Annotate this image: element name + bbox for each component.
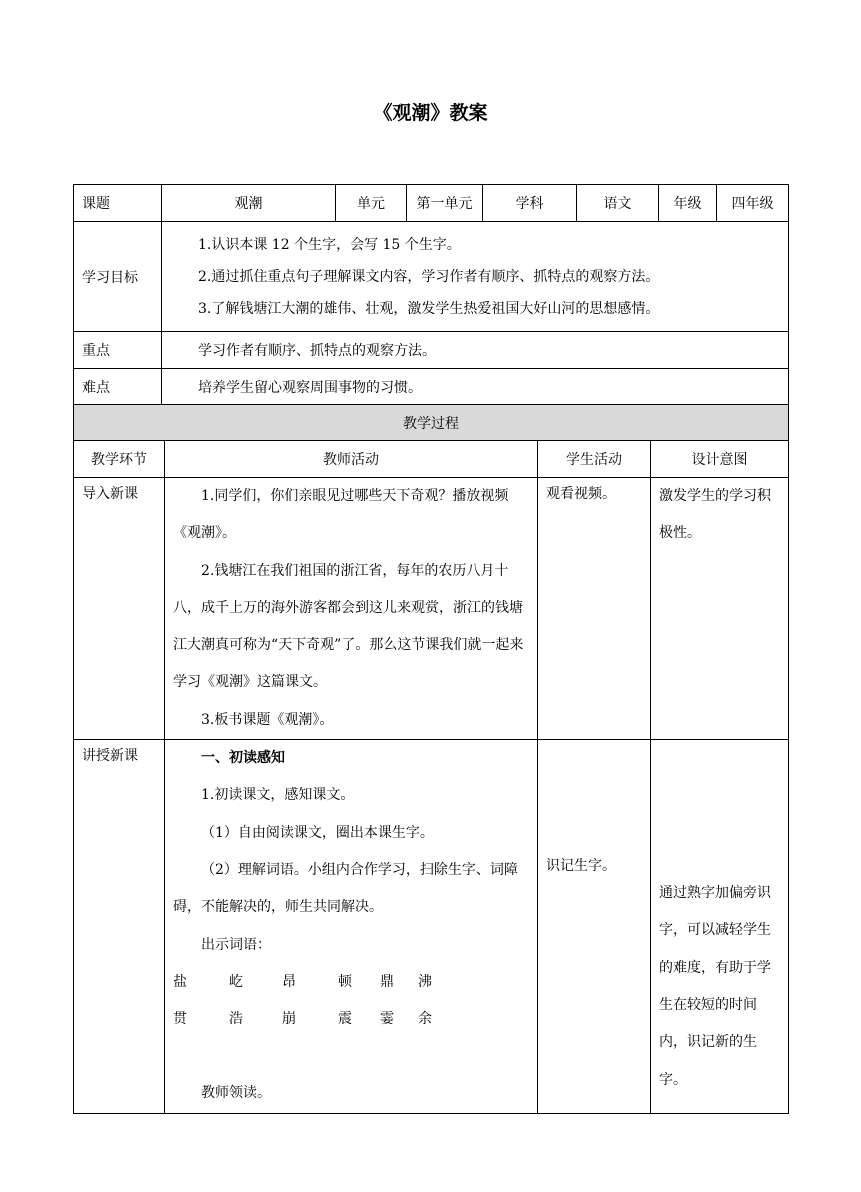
intro-teacher: [165, 478, 538, 740]
col-stage: 教学环节: [74, 441, 165, 478]
process-header: 教学过程: [74, 405, 789, 441]
intro-intent: 激发学生的学习积极性。: [651, 478, 789, 740]
words-row: [173, 964, 529, 1001]
process-columns: [74, 441, 789, 478]
teach-teacher: [165, 740, 538, 1114]
teach-stage: 讲授新课: [74, 740, 165, 1114]
teach-intent: 通过熟字加偏旁识字，可以减轻学生的难度，有助于学生在较短的时间内，识记新的生字。: [651, 740, 789, 1114]
goal-item: 1.认识本课 12 个生字，会写 15 个生字。: [198, 236, 461, 253]
word: 鼎: [380, 973, 394, 990]
intro-row: [74, 478, 789, 740]
spacer: [173, 1038, 529, 1075]
intro-teacher-line: 2.钱塘江在我们祖国的浙江省，每年的农历八月十八，成千上万的海外游客都会到这儿来观赏，浙江的钱塘江大潮真可称为“天下奇观”了。那么这节课我们就一起来学习《观潮》这篇课文。: [173, 562, 524, 691]
teach-line: （1）自由阅读课文，圈出本课生字。: [201, 824, 434, 841]
difficulty-label: 难点: [74, 369, 162, 405]
word: 余: [418, 1011, 432, 1028]
intro-teacher-line: 3.板书课题《观潮》。: [201, 711, 334, 728]
key-point-label: 重点: [74, 332, 162, 369]
teach-student: 识记生字。: [538, 740, 651, 1114]
intro-stage: 导入新课: [74, 478, 165, 740]
word: 贯: [173, 1011, 187, 1028]
word: 震: [338, 1011, 352, 1028]
teach-row: [74, 740, 789, 1114]
col-intent: 设计意图: [651, 441, 789, 478]
word: 霎: [380, 1011, 394, 1028]
word: 崩: [282, 1011, 296, 1028]
word: 盐: [173, 973, 187, 990]
process-table: [73, 404, 789, 1114]
teach-line: （2）理解词语。小组内合作学习，扫除生字、词障碍，不能解决的，师生共同解决。: [173, 861, 518, 916]
intro-student: 观看视频。: [538, 478, 651, 740]
unit-label: 单元: [336, 185, 407, 222]
words-label: 出示词语：: [201, 936, 271, 953]
teacher-lead: 教师领读。: [201, 1085, 271, 1102]
teach-line: 1.初读课文，感知课文。: [201, 787, 355, 804]
goal-item: 2.通过抓住重点句子理解课文内容，学习作者有顺序、抓特点的观察方法。: [198, 268, 660, 285]
discipline-label: 学科: [483, 185, 577, 222]
info-table: [73, 184, 789, 405]
grade-label: 年级: [659, 185, 717, 222]
difficulty-row: [74, 369, 789, 405]
key-point-value: 学习作者有顺序、抓特点的观察方法。: [198, 343, 436, 359]
subject-title-value: 观潮: [162, 185, 336, 222]
difficulty-value: 培养学生留心观察周围事物的习惯。: [198, 379, 422, 396]
word: 昂: [282, 973, 296, 990]
col-teacher: 教师活动: [165, 441, 538, 478]
intro-teacher-line: 1.同学们，你们亲眼见过哪些天下奇观？播放视频《观潮》。: [173, 488, 509, 542]
word: 浩: [229, 1011, 243, 1028]
col-student: 学生活动: [538, 441, 651, 478]
word: 屹: [229, 973, 243, 990]
info-row: [74, 185, 789, 222]
goals-label: 学习目标: [74, 222, 162, 332]
word: 沸: [418, 973, 432, 990]
goal-item: 3.了解钱塘江大潮的雄伟、壮观，激发学生热爱祖国大好山河的思想感情。: [198, 300, 660, 317]
page-title: 《观潮》教案: [373, 102, 488, 124]
goals-list: [162, 222, 789, 332]
discipline-value: 语文: [577, 185, 659, 222]
subject-title-label: 课题: [74, 185, 162, 222]
section-heading: 一、初读感知: [201, 750, 285, 767]
words-row: [173, 1001, 529, 1038]
grade-value: 四年级: [717, 185, 789, 222]
goals-row: [74, 222, 789, 332]
key-point-row: [74, 332, 789, 369]
unit-value: 第一单元: [407, 185, 483, 222]
word: 顿: [338, 973, 352, 990]
